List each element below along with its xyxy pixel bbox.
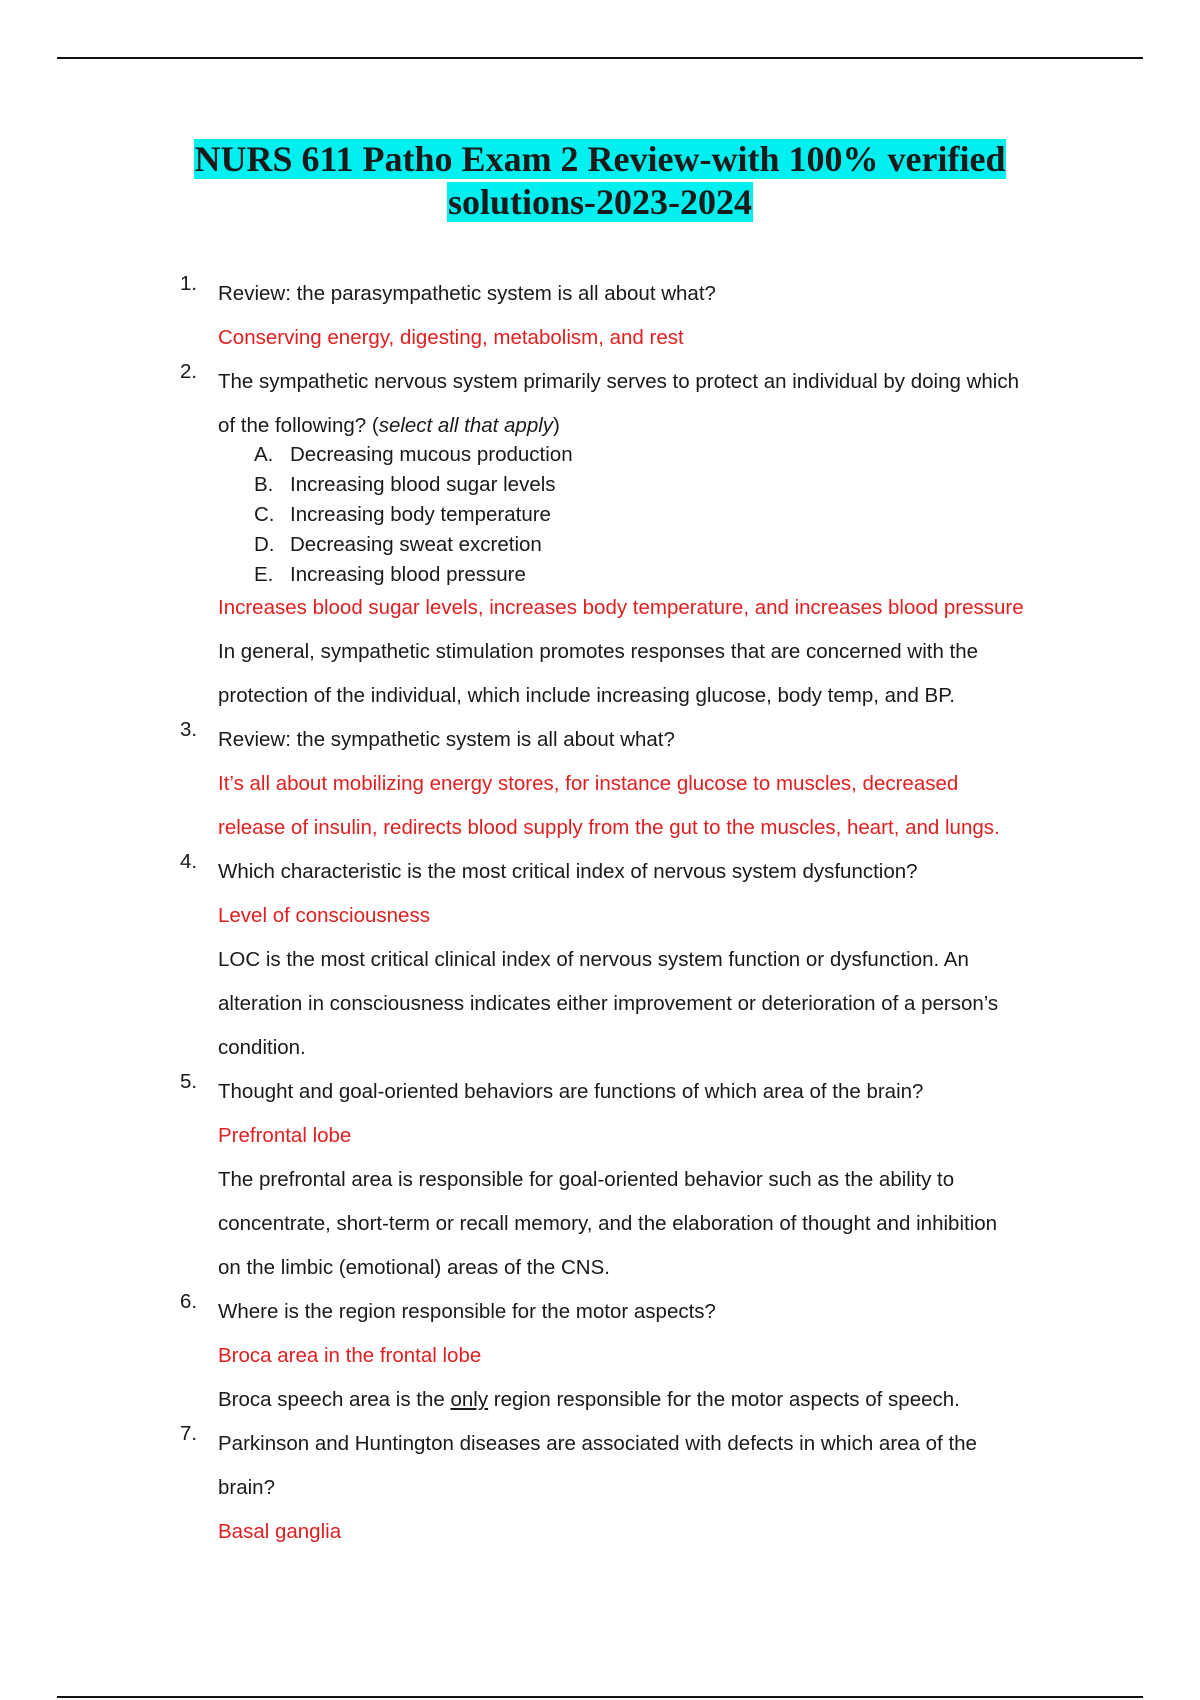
option-text: Decreasing mucous production	[290, 443, 573, 466]
answer-text: Broca area in the frontal lobe	[218, 1344, 482, 1367]
question-item	[180, 850, 1100, 1070]
question-text: Where is the region responsible for the motor aspects?	[218, 1300, 716, 1323]
question-text: The sympathetic nervous system primarily serves to protect an individual by doing which	[218, 370, 1019, 393]
option-item	[254, 470, 1100, 500]
answer-text: Level of consciousness	[218, 904, 430, 927]
question-item	[180, 360, 1100, 718]
title-line-2: solutions-2023-2024	[447, 182, 753, 222]
question-text: Parkinson and Huntington diseases are associated with defects in which area of the	[218, 1432, 977, 1455]
explanation-part: Broca speech area is the	[218, 1388, 451, 1411]
question-number: 2.	[180, 360, 198, 383]
question-text: Which characteristic is the most critical index of nervous system dysfunction?	[218, 860, 918, 883]
question-item	[180, 1070, 1100, 1290]
explanation-text: The prefrontal area is responsible for goal-oriented behavior such as the ability to	[218, 1168, 955, 1191]
explanation-text: LOC is the most critical clinical index of nervous system function or dysfunction. An	[218, 948, 969, 971]
explanation-text: alteration in consciousness indicates either improvement or deterioration of a person’s	[218, 992, 999, 1015]
option-letter: E.	[254, 563, 274, 586]
option-item	[254, 440, 1100, 470]
question-number: 6.	[180, 1290, 198, 1313]
question-text: Review: the sympathetic system is all about what?	[218, 728, 675, 751]
option-letter: C.	[254, 503, 275, 526]
explanation-text	[218, 1378, 1100, 1422]
option-list	[254, 440, 1100, 590]
select-all-note: select all that apply	[378, 414, 554, 437]
answer-text: It’s all about mobilizing energy stores, for instance glucose to muscles, decreased	[218, 772, 959, 795]
title-line-1: NURS 611 Patho Exam 2 Review-with 100% verified	[194, 139, 1006, 179]
explanation-text: In general, sympathetic stimulation promotes responses that are concerned with the	[218, 640, 979, 663]
question-number: 4.	[180, 850, 198, 873]
option-letter: B.	[254, 473, 274, 496]
option-text: Increasing blood pressure	[290, 563, 526, 586]
option-text: Increasing body temperature	[290, 503, 551, 526]
question-list	[180, 272, 1100, 1554]
explanation-text: condition.	[218, 1036, 306, 1059]
question-number: 1.	[180, 272, 198, 295]
explanation-text: protection of the individual, which include increasing glucose, body temp, and BP.	[218, 684, 955, 707]
question-text: Thought and goal-oriented behaviors are functions of which area of the brain?	[218, 1080, 924, 1103]
question-text: brain?	[218, 1476, 275, 1499]
explanation-text: concentrate, short-term or recall memory, and the elaboration of thought and inhibition	[218, 1212, 998, 1235]
answer-text: Conserving energy, digesting, metabolism, and rest	[218, 326, 684, 349]
question-text: Review: the parasympathetic system is all about what?	[218, 282, 716, 305]
option-item	[254, 560, 1100, 590]
answer-text: Prefrontal lobe	[218, 1124, 352, 1147]
question-number: 7.	[180, 1422, 198, 1445]
question-number: 3.	[180, 718, 198, 741]
answer-text: Basal ganglia	[218, 1520, 342, 1543]
option-letter: A.	[254, 443, 274, 466]
option-item	[254, 530, 1100, 560]
option-text: Increasing blood sugar levels	[290, 473, 556, 496]
question-item	[180, 718, 1100, 850]
option-text: Decreasing sweat excretion	[290, 533, 542, 556]
document-title	[120, 138, 1080, 224]
option-letter: D.	[254, 533, 275, 556]
answer-text: release of insulin, redirects blood supply from the gut to the muscles, heart, and lungs.	[218, 816, 1000, 839]
option-item	[254, 500, 1100, 530]
bottom-rule	[57, 1696, 1143, 1698]
top-rule	[57, 57, 1143, 59]
question-number: 5.	[180, 1070, 198, 1093]
question-text-part: of the following? (	[218, 414, 379, 437]
question-text-part: )	[553, 414, 560, 437]
underlined-word: only	[450, 1388, 489, 1411]
question-item	[180, 1290, 1100, 1422]
explanation-text: on the limbic (emotional) areas of the CNS.	[218, 1256, 610, 1279]
answer-text: Increases blood sugar levels, increases body temperature, and increases blood pressure	[218, 596, 1024, 619]
question-item	[180, 1422, 1100, 1554]
question-item	[180, 272, 1100, 360]
explanation-part: region responsible for the motor aspects of speech.	[488, 1388, 960, 1411]
